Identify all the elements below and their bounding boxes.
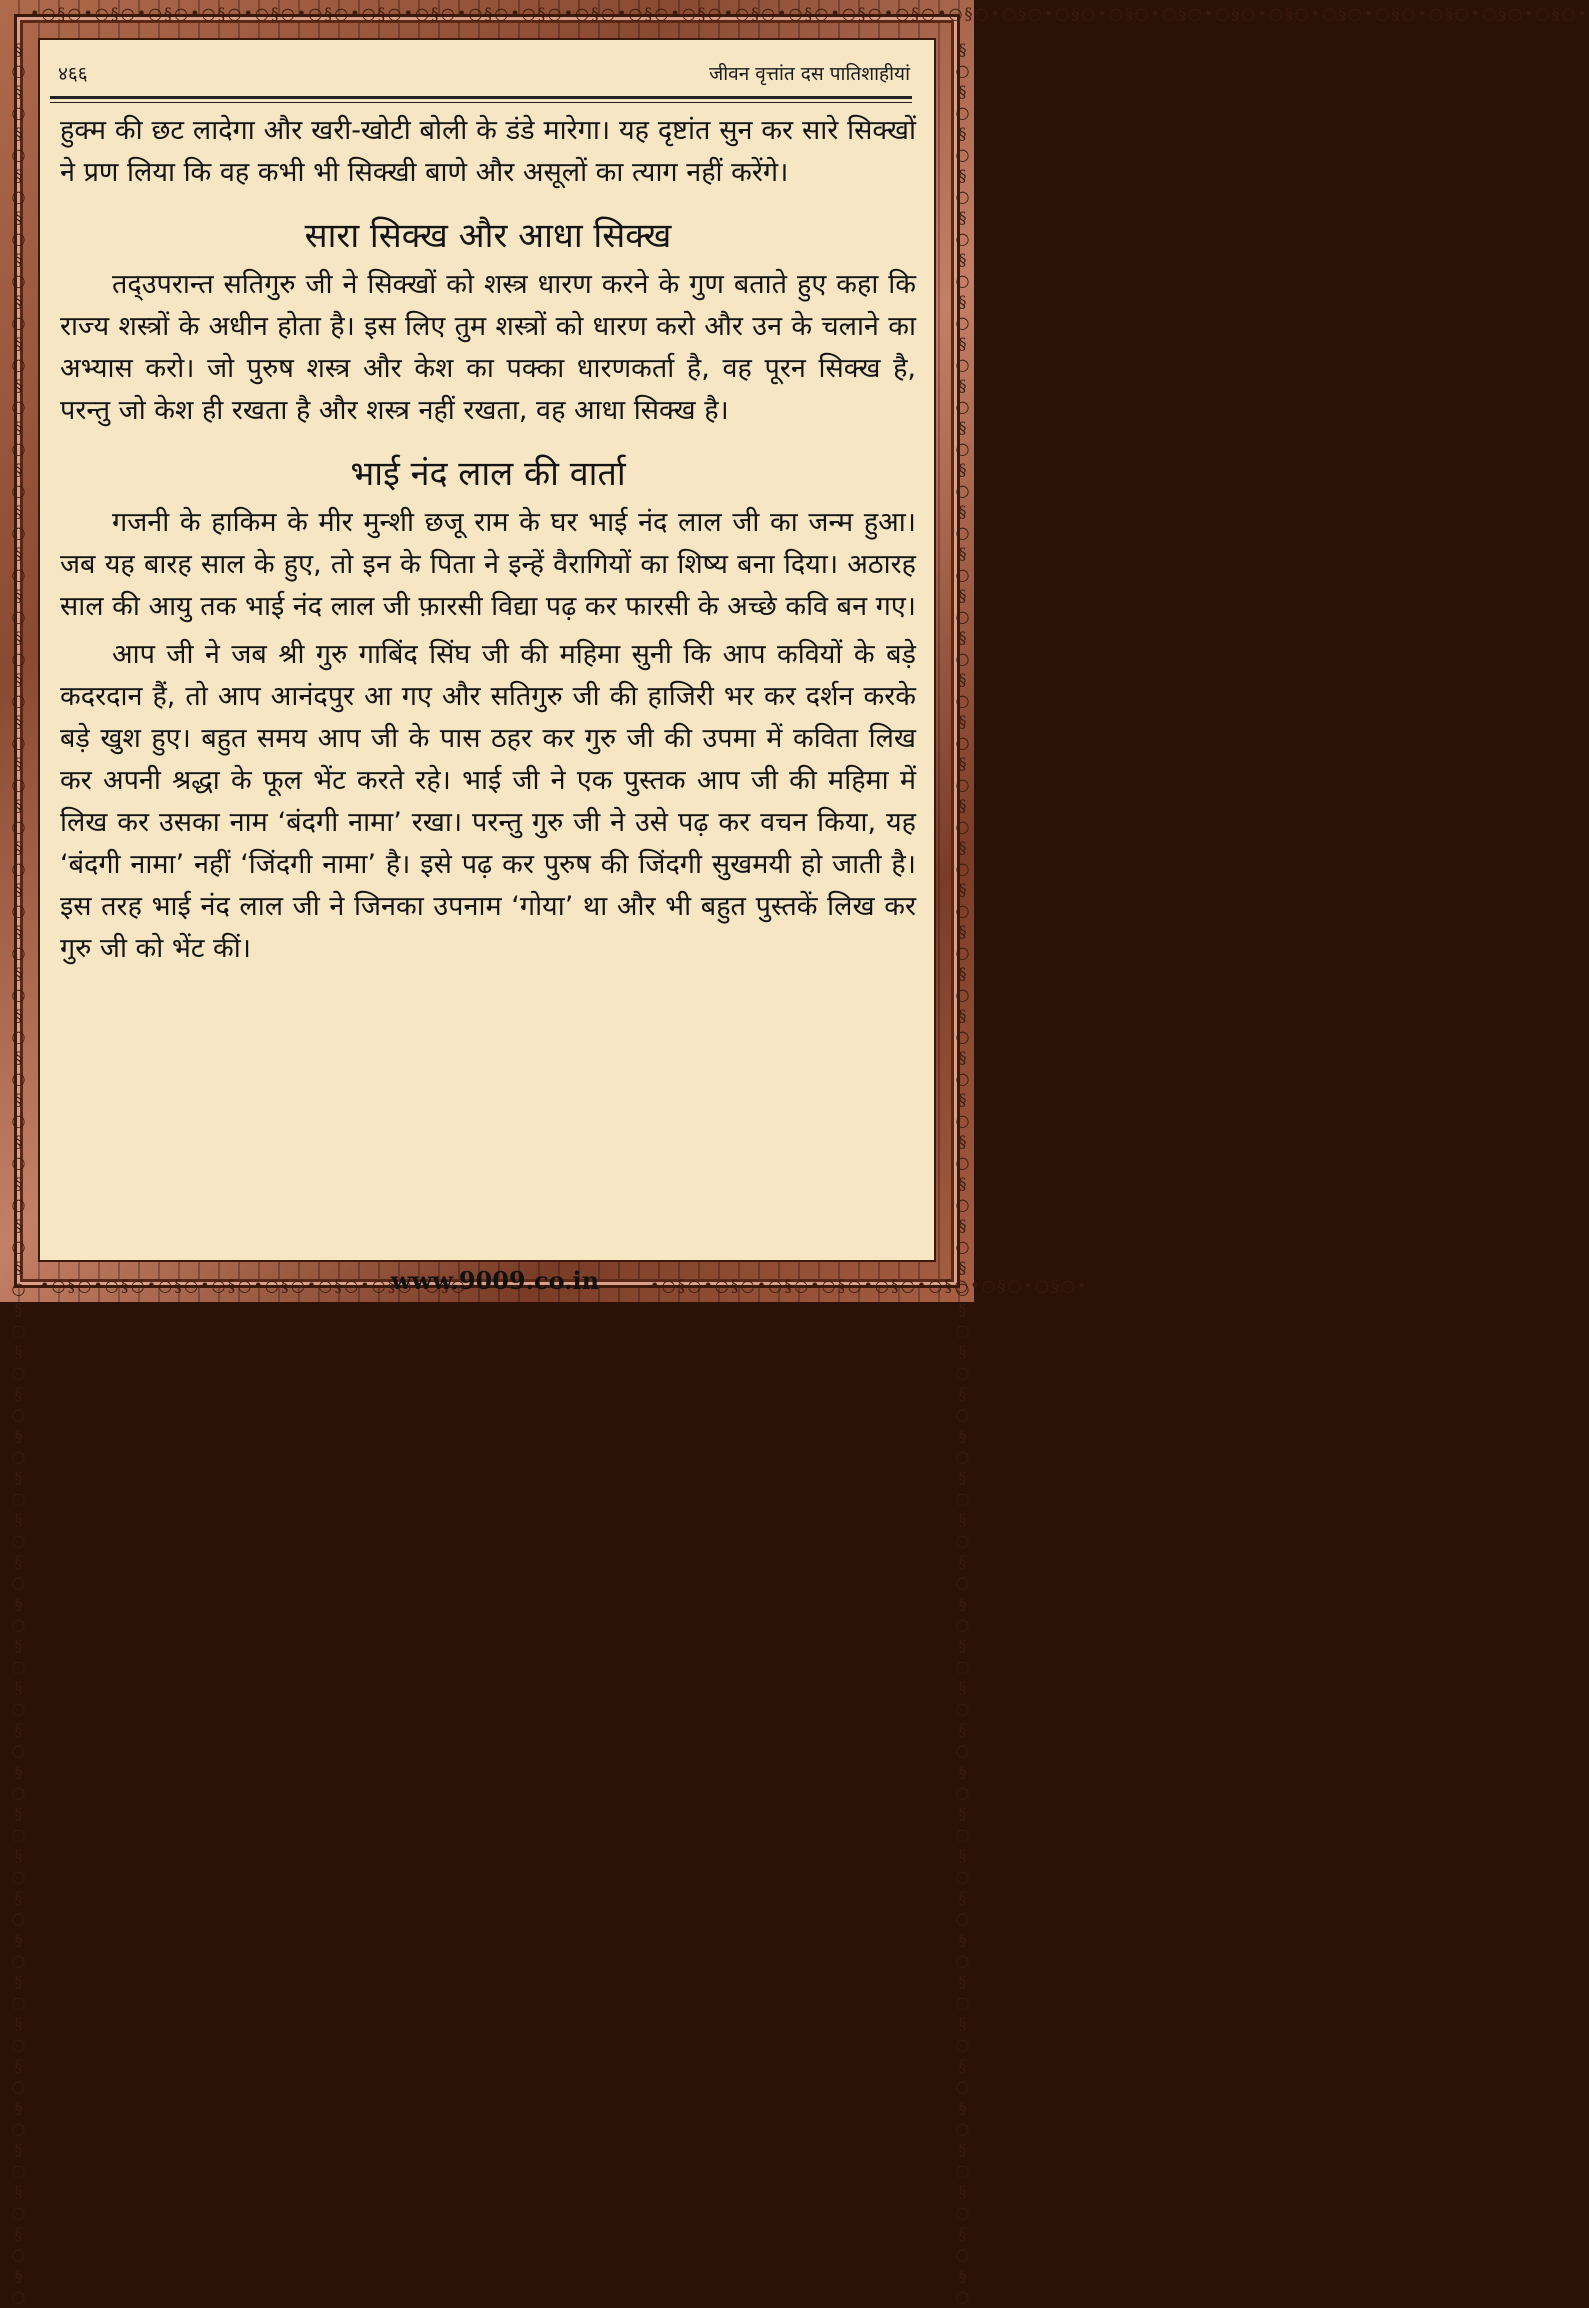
header-rule-thick [50, 96, 912, 99]
right-border-pattern: §○§○§○§○§○§○§○§○§○§○§○§○§○§○§○§○§○§○§○§○§○§○§○§○§○§○§○§○§○§○§○§○§○§○§○§○§○§○§○§○§○§○§○§○§○§○§○§○§○§○§○§○§○§○ [953, 40, 972, 2308]
running-title: जीवन वृत्तांत दस पातिशाहीयां [709, 63, 910, 85]
page-header [58, 60, 910, 90]
header-rule-thin [50, 102, 912, 103]
section-heading-1: सारा सिक्ख और आधा सिक्ख [304, 216, 672, 256]
footer-url[interactable]: www.9009.co.in [390, 1266, 600, 1295]
paragraph-1: हुक्म की छट लादेगा और खरी-खोटी बोली के डंडे मारेगा। यह दृष्टांत सुन कर सारे सिक्खों ने प्रण लिया कि वह कभी भी सिक्खी बाणे और असूलों का त्याग नहीं करेंगे। [60, 115, 916, 188]
paragraph-3: गजनी के हाकिम के मीर मुन्शी छजू राम के घर भाई नंद लाल जी का जन्म हुआ। जब यह बारह साल के हुए, तो इन के पिता ने इन्हें वैरागियों का शिष्य बना दिया। अठारह साल की आयु तक भाई नंद लाल जी फ़ारसी विद्या पढ़ कर फारसी के अच्छे कवि बन गए। [60, 507, 917, 622]
bottom-right-border-pattern: •○§○•○§○•○§○•○§○•○§○•○§○•○§○•○§○• [650, 1276, 1089, 1295]
page-number: ४६६ [58, 63, 88, 85]
left-border-pattern: §○§○§○§○§○§○§○§○§○§○§○§○§○§○§○§○§○§○§○§○§○§○§○§○§○§○§○§○§○§○§○§○§○§○§○§○§○§○§○§○§○§○§○§○§○§○§○§○§○§○§○§○§○§○ [9, 40, 28, 2308]
page-paper [38, 38, 936, 1262]
paragraph-4: आप जी ने जब श्री गुरु गाबिंद सिंघ जी की महिमा सुनी कि आप कवियों के बड़े कदरदान हैं, तो आप आनंदपुर आ गए और सतिगुरु जी की हाजिरी भर कर दर्शन करके बड़े खुश हुए। बहुत समय आप जी के पास ठहर कर गुरु जी की उपमा में कविता लिख कर अपनी श्रद्धा के फूल भेंट करते रहे। भाई जी ने एक पुस्तक आप जी की महिमा में लिख कर उसका नाम ‘बंदगी नामा’ रखा। परन्तु गुरु जी ने उसे पढ़ कर वचन किया, यह ‘बंदगी नामा’ नहीं ‘जिंदगी नामा’ है। इसे पढ़ कर पुरुष की जिंदगी सुखमयी हो जाती है। इस तरह भाई नंद लाल जी ने जिनका उपनाम ‘गोया’ था और भी बहुत पुस्तकें लिख कर गुरु जी को भेंट कीं। [60, 639, 916, 964]
top-border-pattern: •○§○•○§○•○§○•○§○•○§○•○§○•○§○•○§○•○§○•○§○•○§○•○§○•○§○•○§○•○§○•○§○•○§○•○§○•○§○•○§○•○§○•○§○•○§○•○§○•○§○•○§○•○§○•○§○•○§○• [30, 4, 1589, 23]
bottom-left-border-pattern: •○§○•○§○•○§○•○§○•○§○•○§○•○§○•○§○• [40, 1276, 479, 1295]
page-content [60, 110, 916, 970]
paragraph-2: तद्उपरान्त सतिगुरु जी ने सिक्खों को शस्त्र धारण करने के गुण बताते हुए कहा कि राज्य शस्त्रों के अधीन होता है। इस लिए तुम शस्त्रों को धारण करो और उन के चलाने का अभ्यास करो। जो पुरुष शस्त्र और केश का पक्का धारणकर्ता है, वह पूरन सिक्ख है, परन्तु जो केश ही रखता है और शस्त्र नहीं रखता, वह आधा सिक्ख है। [60, 269, 916, 426]
section-heading-2: भाई नंद लाल की वार्ता [350, 454, 626, 494]
